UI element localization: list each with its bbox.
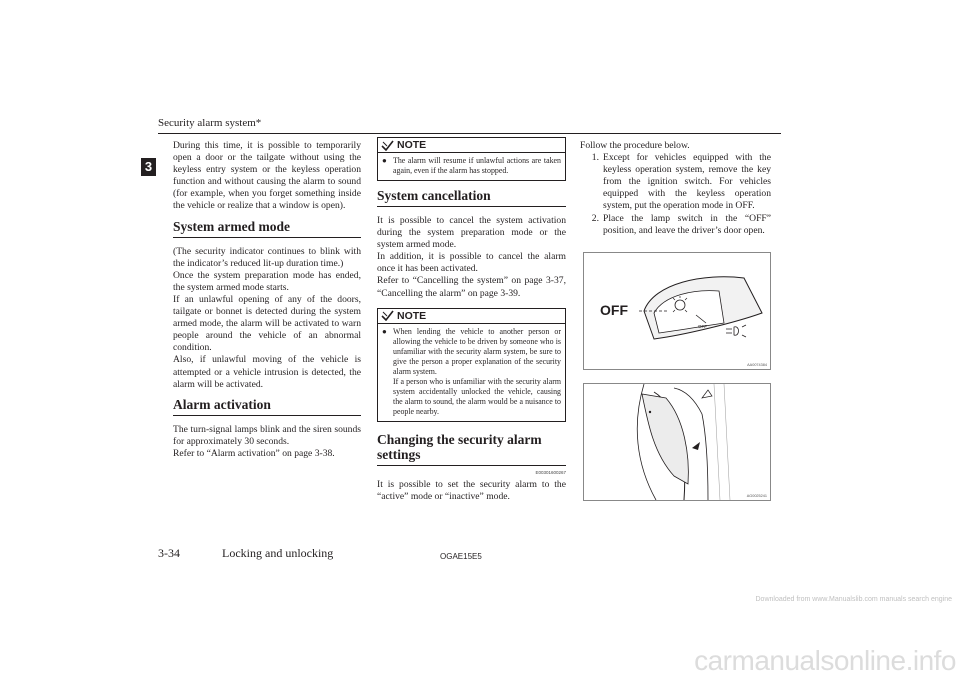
watermark: carmanualsonline.info xyxy=(694,645,956,676)
running-header-title: Security alarm system* xyxy=(158,117,262,129)
note-text: The alarm will resume if unlawful actions are taken again, even if the alarm has stopped. xyxy=(393,156,561,175)
procedure-step: 2. Place the lamp switch in the “OFF” position, and leave the driver’s door open. xyxy=(591,212,771,236)
lamp-switch-figure xyxy=(583,252,771,370)
note-box-2 xyxy=(377,308,566,422)
footer-section: Locking and unlocking xyxy=(222,546,334,560)
section-heading-cancellation: System cancellation xyxy=(377,189,566,207)
alarm-paragraph-1: The turn-signal lamps blink and the siren sounds for approximately 30 seconds. xyxy=(173,423,361,447)
procedure-intro: Follow the procedure below. xyxy=(580,140,690,151)
lamp-switch-illustration xyxy=(584,253,770,369)
section-code: E00301600267 xyxy=(535,469,566,475)
cancel-paragraph-2: In addition, it is possible to cancel the alarm once it has been activated. xyxy=(377,251,566,275)
column-2 xyxy=(377,140,566,503)
watermark-small: Downloaded from www.Manualslib.com manuals search engine xyxy=(755,596,952,603)
section-heading-armed: System armed mode xyxy=(173,220,361,238)
note-label: NOTE xyxy=(397,138,427,151)
column-3 xyxy=(580,140,771,237)
alarm-paragraph-2: Refer to “Alarm activation” on page 3-38. xyxy=(173,447,335,459)
note-label: NOTE xyxy=(397,309,427,322)
note-header xyxy=(378,309,565,324)
cancel-paragraph-3: Refer to “Cancelling the system” on page 3-37, “Cancelling the alarm” on page 3-39. xyxy=(377,275,566,299)
note-check-icon xyxy=(381,140,394,151)
change-paragraph-1: It is possible to set the security alarm to the “active” mode or “inactive” mode. xyxy=(377,478,566,502)
procedure-step: 1. Except for vehicles equipped with the keyless operation system, remove the key from the ignition switch. For vehicles equipped with the keyless operation system, put the operation mode in OFF. xyxy=(591,152,771,212)
section-heading-alarm: Alarm activation xyxy=(173,398,361,416)
column-1 xyxy=(173,140,361,460)
armed-paragraph-1: (The security indicator continues to blink with the indicator’s reduced lit-up duration time.) xyxy=(173,245,361,269)
figure-id: AG0025241 xyxy=(746,494,767,498)
note-text-1: When lending the vehicle to another person or allowing the vehicle to be driven by someone who is unfamiliar with the security alarm system, be sure to give the person a proper explanation of the security alarm system. xyxy=(393,326,561,376)
armed-paragraph-2: Once the system preparation mode has ended, the system armed mode starts. xyxy=(173,269,361,293)
note-header xyxy=(378,138,565,153)
note-box-1 xyxy=(377,137,566,181)
header-rule xyxy=(158,133,781,134)
intro-paragraph: During this time, it is possible to temporarily open a door or the tailgate without using the keyless entry system or the keyless operation function and without causing the alarm to sound (for example, when you forget something inside the vehicle or realize that a window is open). xyxy=(173,140,361,212)
arrow-icon xyxy=(692,442,700,450)
note-check-icon xyxy=(381,310,394,321)
bullet-icon: ● xyxy=(382,326,387,336)
page-number: 3-34 xyxy=(158,546,180,560)
driver-door-illustration xyxy=(584,384,770,500)
switch-off-mark: OFF xyxy=(698,324,707,329)
driver-door-figure xyxy=(583,383,771,501)
figure-id: AA0074384 xyxy=(747,363,767,367)
bullet-icon: ● xyxy=(382,156,387,165)
armed-paragraph-4: Also, if unlawful moving of the vehicle is attempted or a vehicle intrusion is detected, the alarm will be activated. xyxy=(173,354,361,390)
headlamp-icon xyxy=(726,325,746,337)
off-label: OFF xyxy=(600,302,628,318)
section-heading-changing: Changing the security alarm settings xyxy=(377,432,566,466)
armed-paragraph-3: If an unlawful opening of any of the doors, tailgate or bonnet is detected during the system armed mode, the alarm will be activated to warn people around the vehicle of an abnormal condition. xyxy=(173,293,361,354)
footer-code: OGAE15E5 xyxy=(440,552,482,561)
procedure-steps xyxy=(580,152,771,237)
cancel-paragraph-1: It is possible to cancel the system activation during the system preparation mode or the system armed mode. xyxy=(377,215,566,251)
note-text-2: If a person who is unfamiliar with the security alarm system accidentally unlocked the vehicle, causing the alarm to sound, the alarm would be a nuisance to people nearby. xyxy=(393,376,561,416)
chapter-tab: 3 xyxy=(141,158,156,176)
